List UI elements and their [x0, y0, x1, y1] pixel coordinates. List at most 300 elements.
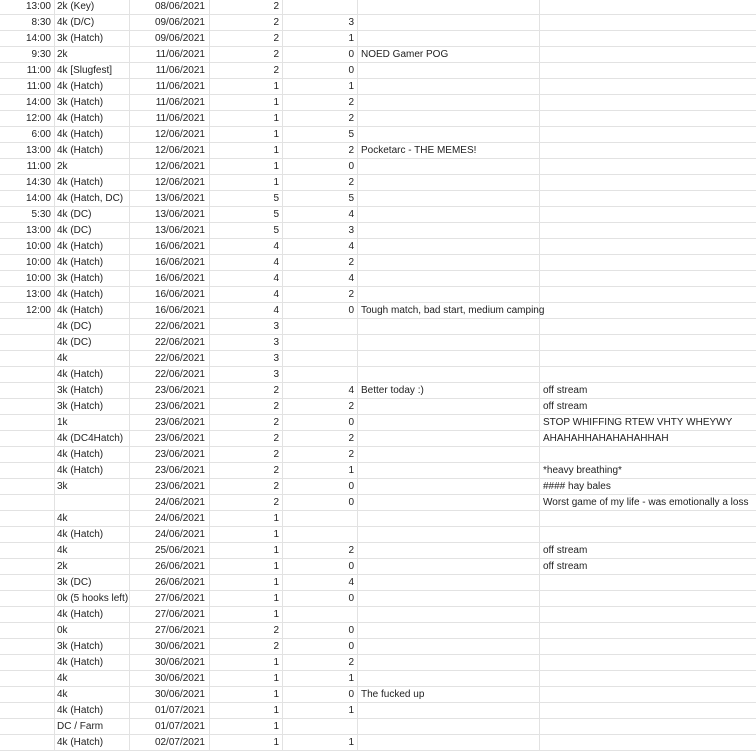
- extra-note-cell[interactable]: [540, 159, 756, 174]
- date-cell[interactable]: 12/06/2021: [130, 127, 210, 142]
- time-cell[interactable]: 13:00: [0, 287, 55, 302]
- mode-cell[interactable]: 2k (Key): [55, 0, 130, 14]
- extra-note-cell[interactable]: STOP WHIFFING RTEW VHTY WHEYWY: [543, 417, 733, 428]
- mode-cell[interactable]: 4k (Hatch): [55, 527, 130, 542]
- date-cell[interactable]: 27/06/2021: [130, 591, 210, 606]
- time-cell[interactable]: 14:00: [0, 31, 55, 46]
- date-cell[interactable]: 24/06/2021: [130, 527, 210, 542]
- date-cell[interactable]: 26/06/2021: [130, 575, 210, 590]
- mode-cell[interactable]: 4k (Hatch): [55, 175, 130, 190]
- note-cell[interactable]: [358, 719, 540, 734]
- count-a-cell[interactable]: 1: [210, 127, 283, 142]
- mode-cell[interactable]: 3k (Hatch): [55, 95, 130, 110]
- count-a-cell[interactable]: 1: [210, 527, 283, 542]
- note-cell[interactable]: [358, 95, 540, 110]
- date-cell[interactable]: 16/06/2021: [130, 239, 210, 254]
- mode-cell[interactable]: 4k: [55, 351, 130, 366]
- note-cell[interactable]: [358, 511, 540, 526]
- count-a-cell[interactable]: 1: [210, 175, 283, 190]
- time-cell[interactable]: 12:00: [0, 303, 55, 318]
- count-a-cell[interactable]: 1: [210, 511, 283, 526]
- extra-note-cell[interactable]: [540, 255, 756, 270]
- date-cell[interactable]: 13/06/2021: [130, 207, 210, 222]
- extra-note-cell[interactable]: [540, 0, 756, 14]
- mode-cell[interactable]: 1k: [55, 415, 130, 430]
- count-b-cell[interactable]: [283, 607, 358, 622]
- extra-note-cell[interactable]: [540, 351, 756, 366]
- extra-note-cell[interactable]: [540, 591, 756, 606]
- note-cell[interactable]: [358, 735, 540, 750]
- mode-cell[interactable]: 4k (Hatch): [55, 143, 130, 158]
- mode-cell[interactable]: 0k: [55, 623, 130, 638]
- note-cell[interactable]: [358, 15, 540, 30]
- count-b-cell[interactable]: 5: [283, 127, 358, 142]
- extra-note-cell[interactable]: [540, 47, 756, 62]
- date-cell[interactable]: 01/07/2021: [130, 719, 210, 734]
- extra-note-cell[interactable]: [540, 191, 756, 206]
- date-cell[interactable]: 23/06/2021: [130, 431, 210, 446]
- mode-cell[interactable]: 4k (Hatch): [55, 239, 130, 254]
- count-b-cell[interactable]: 0: [283, 47, 358, 62]
- date-cell[interactable]: 26/06/2021: [130, 559, 210, 574]
- count-a-cell[interactable]: 1: [210, 543, 283, 558]
- mode-cell[interactable]: 4k (Hatch): [55, 287, 130, 302]
- extra-note-cell[interactable]: [540, 111, 756, 126]
- time-cell[interactable]: [0, 671, 55, 686]
- count-b-cell[interactable]: 5: [283, 191, 358, 206]
- note-cell[interactable]: [358, 655, 540, 670]
- count-b-cell[interactable]: 4: [283, 383, 358, 398]
- count-a-cell[interactable]: 2: [210, 47, 283, 62]
- mode-cell[interactable]: 3k (Hatch): [55, 31, 130, 46]
- note-cell[interactable]: Pocketarc - THE MEMES!: [358, 143, 540, 158]
- time-cell[interactable]: [0, 607, 55, 622]
- extra-note-cell[interactable]: [540, 687, 756, 702]
- time-cell[interactable]: [0, 479, 55, 494]
- date-cell[interactable]: 16/06/2021: [130, 287, 210, 302]
- mode-cell[interactable]: 4k (Hatch): [55, 111, 130, 126]
- count-b-cell[interactable]: 3: [283, 15, 358, 30]
- mode-cell[interactable]: 4k (Hatch): [55, 303, 130, 318]
- date-cell[interactable]: 30/06/2021: [130, 687, 210, 702]
- count-a-cell[interactable]: 2: [210, 0, 283, 14]
- date-cell[interactable]: 16/06/2021: [130, 255, 210, 270]
- mode-cell[interactable]: 4k: [55, 687, 130, 702]
- date-cell[interactable]: 30/06/2021: [130, 639, 210, 654]
- date-cell[interactable]: 09/06/2021: [130, 15, 210, 30]
- count-a-cell[interactable]: 1: [210, 559, 283, 574]
- extra-note-cell[interactable]: #### hay bales: [543, 481, 611, 492]
- count-b-cell[interactable]: 2: [283, 111, 358, 126]
- count-b-cell[interactable]: 2: [283, 255, 358, 270]
- count-a-cell[interactable]: 1: [210, 655, 283, 670]
- count-b-cell[interactable]: 0: [283, 687, 358, 702]
- count-a-cell[interactable]: 1: [210, 143, 283, 158]
- time-cell[interactable]: [0, 383, 55, 398]
- count-b-cell[interactable]: 2: [283, 175, 358, 190]
- mode-cell[interactable]: 4k (DC): [55, 319, 130, 334]
- extra-note-cell[interactable]: [540, 335, 756, 350]
- count-a-cell[interactable]: 5: [210, 191, 283, 206]
- date-cell[interactable]: 27/06/2021: [130, 607, 210, 622]
- time-cell[interactable]: [0, 431, 55, 446]
- count-a-cell[interactable]: 1: [210, 95, 283, 110]
- count-b-cell[interactable]: 1: [283, 79, 358, 94]
- time-cell[interactable]: 6:00: [0, 127, 55, 142]
- mode-cell[interactable]: 2k: [55, 559, 130, 574]
- time-cell[interactable]: [0, 511, 55, 526]
- count-a-cell[interactable]: 2: [210, 63, 283, 78]
- note-cell[interactable]: [358, 367, 540, 382]
- date-cell[interactable]: 22/06/2021: [130, 351, 210, 366]
- mode-cell[interactable]: 4k (Hatch): [55, 447, 130, 462]
- note-cell[interactable]: [358, 207, 540, 222]
- time-cell[interactable]: 10:00: [0, 255, 55, 270]
- count-b-cell[interactable]: 0: [283, 623, 358, 638]
- mode-cell[interactable]: 4k (Hatch): [55, 703, 130, 718]
- extra-note-cell[interactable]: [540, 271, 756, 286]
- note-cell[interactable]: [358, 447, 540, 462]
- count-a-cell[interactable]: 1: [210, 703, 283, 718]
- note-cell[interactable]: [358, 543, 540, 558]
- date-cell[interactable]: 23/06/2021: [130, 479, 210, 494]
- mode-cell[interactable]: 4k (Hatch): [55, 655, 130, 670]
- date-cell[interactable]: 11/06/2021: [130, 79, 210, 94]
- count-a-cell[interactable]: 2: [210, 31, 283, 46]
- count-a-cell[interactable]: 1: [210, 671, 283, 686]
- mode-cell[interactable]: 4k (DC): [55, 223, 130, 238]
- extra-note-cell[interactable]: [540, 607, 756, 622]
- mode-cell[interactable]: 4k [Slugfest]: [55, 63, 130, 78]
- time-cell[interactable]: 14:30: [0, 175, 55, 190]
- count-a-cell[interactable]: 1: [210, 159, 283, 174]
- note-cell[interactable]: [358, 287, 540, 302]
- date-cell[interactable]: 12/06/2021: [130, 159, 210, 174]
- date-cell[interactable]: 02/07/2021: [130, 735, 210, 750]
- note-cell[interactable]: [358, 399, 540, 414]
- time-cell[interactable]: [0, 527, 55, 542]
- count-a-cell[interactable]: 4: [210, 287, 283, 302]
- count-a-cell[interactable]: 4: [210, 239, 283, 254]
- count-b-cell[interactable]: 1: [283, 671, 358, 686]
- date-cell[interactable]: 25/06/2021: [130, 543, 210, 558]
- time-cell[interactable]: [0, 463, 55, 478]
- date-cell[interactable]: 23/06/2021: [130, 383, 210, 398]
- mode-cell[interactable]: 3k (Hatch): [55, 271, 130, 286]
- extra-note-cell[interactable]: [540, 223, 756, 238]
- note-cell[interactable]: [358, 63, 540, 78]
- note-cell[interactable]: [358, 175, 540, 190]
- count-a-cell[interactable]: 3: [210, 351, 283, 366]
- extra-note-cell[interactable]: [540, 95, 756, 110]
- date-cell[interactable]: 01/07/2021: [130, 703, 210, 718]
- count-a-cell[interactable]: 2: [210, 383, 283, 398]
- count-a-cell[interactable]: 2: [210, 415, 283, 430]
- extra-note-cell[interactable]: [540, 207, 756, 222]
- count-a-cell[interactable]: 3: [210, 367, 283, 382]
- count-a-cell[interactable]: 1: [210, 607, 283, 622]
- note-cell[interactable]: [358, 351, 540, 366]
- note-cell[interactable]: [358, 623, 540, 638]
- extra-note-cell[interactable]: [540, 719, 756, 734]
- time-cell[interactable]: 10:00: [0, 271, 55, 286]
- count-b-cell[interactable]: 2: [283, 399, 358, 414]
- time-cell[interactable]: 11:00: [0, 159, 55, 174]
- count-b-cell[interactable]: [283, 351, 358, 366]
- mode-cell[interactable]: 4k: [55, 543, 130, 558]
- count-a-cell[interactable]: 1: [210, 735, 283, 750]
- count-b-cell[interactable]: [283, 511, 358, 526]
- time-cell[interactable]: 14:00: [0, 191, 55, 206]
- date-cell[interactable]: 24/06/2021: [130, 495, 210, 510]
- count-b-cell[interactable]: 2: [283, 143, 358, 158]
- date-cell[interactable]: 13/06/2021: [130, 191, 210, 206]
- count-b-cell[interactable]: 4: [283, 207, 358, 222]
- count-a-cell[interactable]: 1: [210, 79, 283, 94]
- time-cell[interactable]: 11:00: [0, 79, 55, 94]
- note-cell[interactable]: [358, 319, 540, 334]
- mode-cell[interactable]: 3k: [55, 479, 130, 494]
- count-a-cell[interactable]: 1: [210, 575, 283, 590]
- time-cell[interactable]: 14:00: [0, 95, 55, 110]
- extra-note-cell[interactable]: [540, 671, 756, 686]
- date-cell[interactable]: 11/06/2021: [130, 47, 210, 62]
- count-b-cell[interactable]: 2: [283, 447, 358, 462]
- time-cell[interactable]: 10:00: [0, 239, 55, 254]
- mode-cell[interactable]: 4k (Hatch): [55, 735, 130, 750]
- note-cell[interactable]: NOED Gamer POG: [358, 47, 540, 62]
- note-cell[interactable]: [358, 127, 540, 142]
- extra-note-cell[interactable]: [540, 575, 756, 590]
- time-cell[interactable]: [0, 735, 55, 750]
- count-a-cell[interactable]: 2: [210, 479, 283, 494]
- time-cell[interactable]: 13:00: [0, 143, 55, 158]
- note-cell[interactable]: [358, 495, 540, 510]
- note-cell[interactable]: Better today :): [358, 383, 540, 398]
- mode-cell[interactable]: 4k (Hatch, DC): [55, 191, 130, 206]
- count-b-cell[interactable]: 1: [283, 703, 358, 718]
- note-cell[interactable]: [358, 607, 540, 622]
- mode-cell[interactable]: [55, 495, 130, 510]
- note-cell[interactable]: [358, 191, 540, 206]
- time-cell[interactable]: 8:30: [0, 15, 55, 30]
- note-cell[interactable]: [358, 31, 540, 46]
- extra-note-cell[interactable]: off stream: [543, 561, 588, 572]
- mode-cell[interactable]: 4k (Hatch): [55, 255, 130, 270]
- time-cell[interactable]: [0, 687, 55, 702]
- mode-cell[interactable]: 4k (Hatch): [55, 127, 130, 142]
- time-cell[interactable]: [0, 367, 55, 382]
- mode-cell[interactable]: 4k (Hatch): [55, 607, 130, 622]
- count-b-cell[interactable]: [283, 0, 358, 14]
- count-b-cell[interactable]: 0: [283, 591, 358, 606]
- extra-note-cell[interactable]: [540, 31, 756, 46]
- count-b-cell[interactable]: 0: [283, 415, 358, 430]
- mode-cell[interactable]: 4k (DC): [55, 335, 130, 350]
- date-cell[interactable]: 24/06/2021: [130, 511, 210, 526]
- count-a-cell[interactable]: 2: [210, 15, 283, 30]
- count-b-cell[interactable]: 1: [283, 31, 358, 46]
- note-cell[interactable]: [358, 255, 540, 270]
- count-b-cell[interactable]: [283, 367, 358, 382]
- count-b-cell[interactable]: 2: [283, 287, 358, 302]
- note-cell[interactable]: [358, 575, 540, 590]
- note-cell[interactable]: [358, 559, 540, 574]
- count-b-cell[interactable]: [283, 319, 358, 334]
- note-cell[interactable]: The fucked up: [358, 687, 540, 702]
- time-cell[interactable]: [0, 639, 55, 654]
- note-cell[interactable]: [358, 159, 540, 174]
- count-b-cell[interactable]: 2: [283, 431, 358, 446]
- count-b-cell[interactable]: 0: [283, 479, 358, 494]
- date-cell[interactable]: 16/06/2021: [130, 303, 210, 318]
- count-a-cell[interactable]: 4: [210, 255, 283, 270]
- time-cell[interactable]: 12:00: [0, 111, 55, 126]
- count-a-cell[interactable]: 2: [210, 431, 283, 446]
- count-a-cell[interactable]: 5: [210, 223, 283, 238]
- count-a-cell[interactable]: 2: [210, 495, 283, 510]
- date-cell[interactable]: 22/06/2021: [130, 335, 210, 350]
- extra-note-cell[interactable]: [540, 143, 756, 158]
- date-cell[interactable]: 30/06/2021: [130, 655, 210, 670]
- mode-cell[interactable]: 2k: [55, 159, 130, 174]
- date-cell[interactable]: 09/06/2021: [130, 31, 210, 46]
- date-cell[interactable]: 23/06/2021: [130, 447, 210, 462]
- mode-cell[interactable]: 3k (DC): [55, 575, 130, 590]
- count-b-cell[interactable]: 4: [283, 239, 358, 254]
- count-b-cell[interactable]: [283, 527, 358, 542]
- note-cell[interactable]: [358, 671, 540, 686]
- time-cell[interactable]: [0, 655, 55, 670]
- date-cell[interactable]: 27/06/2021: [130, 623, 210, 638]
- count-b-cell[interactable]: 4: [283, 271, 358, 286]
- mode-cell[interactable]: 4k (Hatch): [55, 79, 130, 94]
- date-cell[interactable]: 22/06/2021: [130, 319, 210, 334]
- extra-note-cell[interactable]: [540, 127, 756, 142]
- extra-note-cell[interactable]: [540, 287, 756, 302]
- time-cell[interactable]: [0, 559, 55, 574]
- mode-cell[interactable]: 4k: [55, 671, 130, 686]
- count-a-cell[interactable]: 2: [210, 463, 283, 478]
- date-cell[interactable]: 22/06/2021: [130, 367, 210, 382]
- count-b-cell[interactable]: 0: [283, 159, 358, 174]
- note-cell[interactable]: [358, 335, 540, 350]
- date-cell[interactable]: 23/06/2021: [130, 399, 210, 414]
- date-cell[interactable]: 23/06/2021: [130, 415, 210, 430]
- extra-note-cell[interactable]: [540, 623, 756, 638]
- time-cell[interactable]: [0, 399, 55, 414]
- mode-cell[interactable]: 4k (DC4Hatch): [55, 431, 130, 446]
- note-cell[interactable]: [358, 223, 540, 238]
- time-cell[interactable]: [0, 415, 55, 430]
- count-b-cell[interactable]: [283, 335, 358, 350]
- count-b-cell[interactable]: 1: [283, 463, 358, 478]
- note-cell[interactable]: [358, 415, 540, 430]
- note-cell[interactable]: [358, 527, 540, 542]
- extra-note-cell[interactable]: [540, 175, 756, 190]
- time-cell[interactable]: [0, 351, 55, 366]
- extra-note-cell[interactable]: [540, 303, 756, 318]
- note-cell[interactable]: [358, 639, 540, 654]
- date-cell[interactable]: 30/06/2021: [130, 671, 210, 686]
- extra-note-cell[interactable]: AHAHAHHAHAHAHAHHAH: [543, 433, 669, 444]
- extra-note-cell[interactable]: [540, 735, 756, 750]
- time-cell[interactable]: [0, 591, 55, 606]
- date-cell[interactable]: 12/06/2021: [130, 143, 210, 158]
- time-cell[interactable]: [0, 447, 55, 462]
- extra-note-cell[interactable]: [540, 63, 756, 78]
- time-cell[interactable]: [0, 719, 55, 734]
- mode-cell[interactable]: 4k (DC): [55, 207, 130, 222]
- count-a-cell[interactable]: 3: [210, 319, 283, 334]
- extra-note-cell[interactable]: [540, 447, 756, 462]
- extra-note-cell[interactable]: off stream: [543, 545, 588, 556]
- mode-cell[interactable]: 4k (Hatch): [55, 367, 130, 382]
- count-a-cell[interactable]: 2: [210, 623, 283, 638]
- time-cell[interactable]: [0, 575, 55, 590]
- count-a-cell[interactable]: 1: [210, 111, 283, 126]
- date-cell[interactable]: 23/06/2021: [130, 463, 210, 478]
- count-b-cell[interactable]: 0: [283, 63, 358, 78]
- time-cell[interactable]: 11:00: [0, 63, 55, 78]
- note-cell[interactable]: [358, 463, 540, 478]
- date-cell[interactable]: 12/06/2021: [130, 175, 210, 190]
- mode-cell[interactable]: 3k (Hatch): [55, 639, 130, 654]
- extra-note-cell[interactable]: [540, 79, 756, 94]
- mode-cell[interactable]: 3k (Hatch): [55, 399, 130, 414]
- date-cell[interactable]: 11/06/2021: [130, 63, 210, 78]
- date-cell[interactable]: 08/06/2021: [130, 0, 210, 14]
- note-cell[interactable]: [358, 703, 540, 718]
- count-a-cell[interactable]: 4: [210, 271, 283, 286]
- count-b-cell[interactable]: 0: [283, 495, 358, 510]
- extra-note-cell[interactable]: off stream: [543, 385, 588, 396]
- extra-note-cell[interactable]: *heavy breathing*: [543, 465, 622, 476]
- time-cell[interactable]: [0, 543, 55, 558]
- count-a-cell[interactable]: 3: [210, 335, 283, 350]
- count-b-cell[interactable]: 0: [283, 639, 358, 654]
- extra-note-cell[interactable]: [540, 319, 756, 334]
- note-cell[interactable]: [358, 111, 540, 126]
- count-b-cell[interactable]: 3: [283, 223, 358, 238]
- count-a-cell[interactable]: 2: [210, 639, 283, 654]
- count-a-cell[interactable]: 1: [210, 687, 283, 702]
- mode-cell[interactable]: 2k: [55, 47, 130, 62]
- count-a-cell[interactable]: 4: [210, 303, 283, 318]
- date-cell[interactable]: 11/06/2021: [130, 95, 210, 110]
- note-cell[interactable]: [358, 239, 540, 254]
- date-cell[interactable]: 11/06/2021: [130, 111, 210, 126]
- extra-note-cell[interactable]: [540, 239, 756, 254]
- note-cell[interactable]: Tough match, bad start, medium camping: [358, 303, 540, 318]
- extra-note-cell[interactable]: off stream: [543, 401, 588, 412]
- time-cell[interactable]: [0, 703, 55, 718]
- time-cell[interactable]: 13:00: [0, 223, 55, 238]
- count-b-cell[interactable]: 4: [283, 575, 358, 590]
- count-b-cell[interactable]: 2: [283, 655, 358, 670]
- extra-note-cell[interactable]: [540, 15, 756, 30]
- mode-cell[interactable]: 4k (D/C): [55, 15, 130, 30]
- time-cell[interactable]: [0, 623, 55, 638]
- note-cell[interactable]: [358, 79, 540, 94]
- note-cell[interactable]: [358, 271, 540, 286]
- mode-cell[interactable]: DC / Farm: [55, 719, 130, 734]
- mode-cell[interactable]: 4k (Hatch): [55, 463, 130, 478]
- time-cell[interactable]: 9:30: [0, 47, 55, 62]
- extra-note-cell[interactable]: [540, 639, 756, 654]
- extra-note-cell[interactable]: [540, 527, 756, 542]
- count-a-cell[interactable]: 2: [210, 399, 283, 414]
